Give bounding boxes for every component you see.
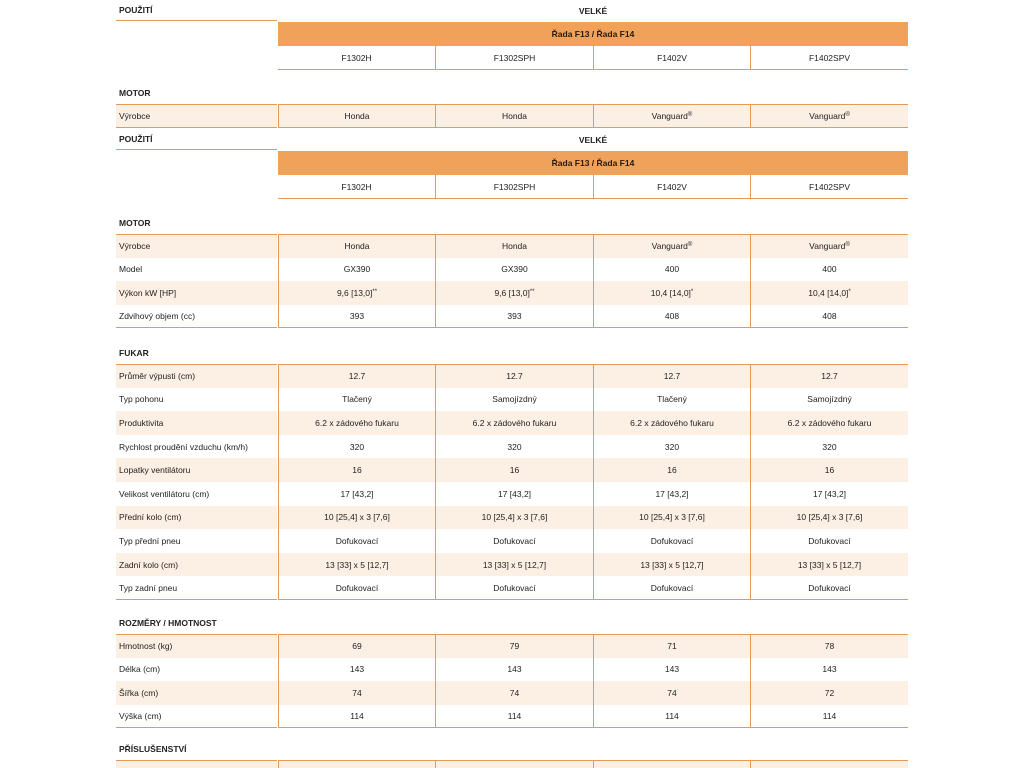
spec-label: Typ zadní pneu: [116, 576, 277, 600]
section-header: [0, 212, 1024, 234]
spec-label: Výrobce: [116, 234, 277, 258]
spec-value: 400: [593, 258, 750, 282]
model-name: F1302H: [278, 46, 435, 70]
spec-value: 320: [593, 435, 750, 459]
section-header: [0, 738, 1024, 760]
spec-value: 320: [750, 435, 908, 459]
spec-value: 16: [750, 458, 908, 482]
spec-label: Výrobce: [116, 104, 277, 128]
usage-row: [0, 129, 1024, 150]
spec-value: Honda: [278, 234, 435, 258]
usage-value: VELKÉ: [578, 134, 608, 145]
spec-value: 9,6 [13,0] **: [435, 281, 593, 305]
spec-label: Průměr výpusti (cm): [116, 364, 277, 388]
spec-value: 393: [435, 305, 593, 329]
spec-value: 393: [278, 305, 435, 329]
model-name: F1402V: [593, 46, 750, 70]
usage-row: [0, 0, 1024, 21]
spec-label: Šířka (cm): [116, 681, 277, 705]
spec-label: Výkon kW [HP]: [116, 281, 277, 305]
spec-row: [0, 104, 1024, 128]
spec-value: 12.7: [278, 364, 435, 388]
spec-value: 74: [435, 681, 593, 705]
spec-value: Tlačený: [593, 388, 750, 412]
spec-row: [0, 681, 1024, 705]
spec-value: Dofukovací: [750, 529, 908, 553]
spec-label: Lopatky ventilátoru: [116, 458, 277, 482]
spec-value: 78: [750, 634, 908, 658]
spec-value: Honda: [435, 104, 593, 128]
spec-value: 13 [33] x 5 [12,7]: [435, 553, 593, 577]
spec-row: [0, 305, 1024, 329]
spec-value: Dofukovací: [435, 576, 593, 600]
spec-value: [750, 760, 908, 768]
model-name: F1302SPH: [435, 46, 593, 70]
spec-row: [0, 705, 1024, 729]
spec-value: 9,6 [13,0] **: [278, 281, 435, 305]
section-header: [0, 82, 1024, 104]
spec-value: Dofukovací: [750, 576, 908, 600]
spec-value: Vanguard ®: [593, 234, 750, 258]
spec-value: 13 [33] x 5 [12,7]: [593, 553, 750, 577]
spec-label: Zadní kolo (cm): [116, 553, 277, 577]
model-name: F1302SPH: [435, 175, 593, 199]
usage-value: VELKÉ: [578, 5, 608, 16]
spec-value: 400: [750, 258, 908, 282]
spec-value: 143: [750, 658, 908, 682]
spec-value: 6.2 x zádového fukaru: [278, 411, 435, 435]
spec-value: 12.7: [435, 364, 593, 388]
spec-value: 320: [435, 435, 593, 459]
spec-value: 12.7: [593, 364, 750, 388]
model-name: F1302H: [278, 175, 435, 199]
spec-row: [0, 634, 1024, 658]
series-title: Řada F13 / Řada F14: [278, 151, 908, 175]
spec-value: Dofukovací: [593, 576, 750, 600]
model-name: F1402SPV: [750, 175, 908, 199]
spec-label: Rychlost proudění vzduchu (km/h): [119, 441, 248, 452]
spec-label: Výška (cm): [116, 705, 277, 729]
accessory-row-partial: [0, 760, 1024, 768]
models-row: [0, 175, 1024, 199]
spec-value: GX390: [278, 258, 435, 282]
model-name: F1402SPV: [750, 46, 908, 70]
spec-value: 320: [278, 435, 435, 459]
spec-value: 74: [593, 681, 750, 705]
section-title: MOTOR: [119, 218, 151, 228]
spec-value: 79: [435, 634, 593, 658]
spec-row: [0, 576, 1024, 600]
spec-row: [0, 388, 1024, 412]
spec-value: 10 [25,4] x 3 [7,6]: [593, 506, 750, 530]
spec-value: 13 [33] x 5 [12,7]: [750, 553, 908, 577]
spec-value: 10,4 [14,0] *: [750, 281, 908, 305]
section-title: ROZMĚRY / HMOTNOST: [119, 618, 217, 628]
section-header: [0, 342, 1024, 364]
spec-value: [278, 760, 435, 768]
spec-row: [0, 506, 1024, 530]
spec-value: 114: [750, 705, 908, 729]
spec-value: 10,4 [14,0] *: [593, 281, 750, 305]
spec-value: 16: [278, 458, 435, 482]
spec-row: [0, 658, 1024, 682]
spec-label: [116, 760, 277, 768]
spec-value: 12.7: [750, 364, 908, 388]
spec-value: Honda: [435, 234, 593, 258]
spec-value: Vanguard ®: [750, 234, 908, 258]
spec-value: Dofukovací: [593, 529, 750, 553]
section-title: MOTOR: [119, 88, 151, 98]
usage-label: POUŽITÍ: [116, 129, 277, 150]
spec-value: 72: [750, 681, 908, 705]
series-row: [0, 151, 1024, 175]
spec-label: Model: [119, 264, 143, 275]
spec-value: 17 [43,2]: [435, 482, 593, 506]
spec-value: 6.2 x zádového fukaru: [750, 411, 908, 435]
spec-value: [435, 760, 593, 768]
series-title: Řada F13 / Řada F14: [278, 22, 908, 46]
spec-row: [0, 458, 1024, 482]
spec-value: 17 [43,2]: [278, 482, 435, 506]
section-header: [0, 612, 1024, 634]
spec-value: Samojízdný: [435, 388, 593, 412]
section-title: PŘÍSLUŠENSTVÍ: [119, 744, 187, 754]
spec-value: 10 [25,4] x 3 [7,6]: [750, 506, 908, 530]
spec-value: 13 [33] x 5 [12,7]: [278, 553, 435, 577]
spec-value: Tlačený: [278, 388, 435, 412]
spec-row: [0, 234, 1024, 258]
spec-value: 69: [278, 634, 435, 658]
models-row: [0, 46, 1024, 70]
spec-label: Zdvihový objem (cc): [116, 305, 277, 329]
spec-value: 143: [593, 658, 750, 682]
spec-value: 6.2 x zádového fukaru: [435, 411, 593, 435]
spec-value: Dofukovací: [278, 576, 435, 600]
spec-value: 74: [278, 681, 435, 705]
spec-value: [593, 760, 750, 768]
spec-label: Délka (cm): [119, 664, 161, 675]
spec-row: [0, 281, 1024, 305]
spec-value: Vanguard ®: [750, 104, 908, 128]
spec-value: 71: [593, 634, 750, 658]
spec-value: 408: [593, 305, 750, 329]
spec-label: Hmotnost (kg): [116, 634, 277, 658]
spec-value: 10 [25,4] x 3 [7,6]: [435, 506, 593, 530]
spec-value: Samojízdný: [750, 388, 908, 412]
usage-label: POUŽITÍ: [116, 0, 277, 21]
spec-row: [0, 364, 1024, 388]
spec-label: Velikost ventilátoru (cm): [119, 488, 210, 499]
spec-value: 17 [43,2]: [750, 482, 908, 506]
spec-row: [0, 258, 1024, 282]
spec-value: 17 [43,2]: [593, 482, 750, 506]
spec-value: 10 [25,4] x 3 [7,6]: [278, 506, 435, 530]
spec-row: [0, 435, 1024, 459]
spec-value: 114: [593, 705, 750, 729]
spec-row: [0, 482, 1024, 506]
spec-value: 16: [593, 458, 750, 482]
spec-label: Přední kolo (cm): [116, 506, 277, 530]
spec-row: [0, 411, 1024, 435]
spec-value: 114: [278, 705, 435, 729]
spec-value: 6.2 x zádového fukaru: [593, 411, 750, 435]
section-title: FUKAR: [119, 348, 149, 358]
spec-value: 16: [435, 458, 593, 482]
spec-label: Typ pohonu: [119, 394, 164, 405]
spec-value: 114: [435, 705, 593, 729]
spec-value: 408: [750, 305, 908, 329]
spec-label: Typ přední pneu: [119, 535, 181, 546]
spec-value: 143: [435, 658, 593, 682]
spec-row: [0, 553, 1024, 577]
spec-value: Dofukovací: [435, 529, 593, 553]
series-row: [0, 22, 1024, 46]
model-name: F1402V: [593, 175, 750, 199]
spec-row: [0, 529, 1024, 553]
spec-value: GX390: [435, 258, 593, 282]
spec-value: 143: [278, 658, 435, 682]
spec-value: Vanguard ®: [593, 104, 750, 128]
spec-value: Dofukovací: [278, 529, 435, 553]
spec-label: Produktivita: [116, 411, 277, 435]
spec-value: Honda: [278, 104, 435, 128]
